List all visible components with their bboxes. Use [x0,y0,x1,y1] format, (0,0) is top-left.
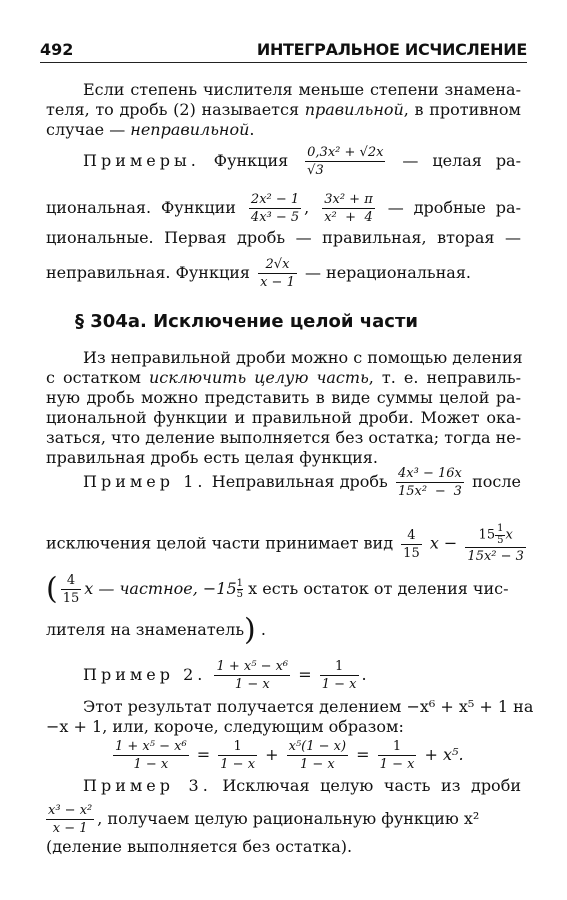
intro-line-3: случае — неправильной. [46,120,255,139]
examples-line-2: циональная. Функции $\frac{\text{2x² − 1}}{\text{4x³ − 5}}$ , $\frac{\text{3x² + π}}{\text{x² + 4}}$ — дробные ра- [46,192,521,225]
para-line-4: циональной функции и правильной дроби. Может ока- [46,408,521,427]
intro-line-1: Если степень числителя меньше степени знамена- [83,80,521,99]
ex3-line-2: $\frac{\text{x³ − x²}}{x - 1}$ , получаем целую рациональную функцию x² [48,803,480,836]
ex1-quotient: $\frac{4}{15}$ [403,527,420,561]
para-line-5: заться, что деление выполняется без остатка; тогда не- [46,428,522,447]
page-header [40,40,527,63]
examples-line-3: циональные. Первая дробь — правильная, вторая — [46,228,521,247]
ex1-fraction: $\frac{\text{4x³ − 16x}}{\text{15x² − 3}}$ [398,466,462,499]
fraction-f3: $\frac{\text{3x² + π}}{\text{x² + 4}}$ [324,192,373,225]
fraction-f1: $\frac{\text{0,3x² + √2x}}{√3}$ [307,145,384,178]
ex2-line-1: Пример 2. $\frac{\text{1 + x⁵ − x⁶}}{1 - x}$ = $\frac{1}{1 - x}$ . [83,659,367,692]
para-line-6: правильная дробь есть целая функция. [46,448,378,467]
fraction-f2: $\frac{\text{2x² − 1}}{\text{4x³ − 5}}$ [250,192,300,225]
ex2-line-3: −x + 1, или, короче, следующим образом: [46,717,404,736]
intro-line-2: теля, то дробь (2) называется правильной, в противном [46,100,521,119]
section-heading: § 304а. Исключение целой части [75,311,419,332]
examples-line-1: Примеры. Функция $\frac{\text{0,3x² + √2x}}{√3}$ — целая ра- [83,145,522,178]
para-line-3: ную дробь можно представить в виде суммы целой ра- [46,388,521,407]
para-line-1: Из неправильной дроби можно с помощью деления [83,348,523,367]
para-line-2: с остатком исключить целую часть, т. е. неправиль- [46,368,521,387]
page-number: 492 [40,40,74,59]
examples-line-4: неправильная. Функция $\frac{2√x}{x - 1}$ — нерациональная. [46,257,471,290]
ex2-line-2: Этот результат получается делением −x⁶ + x⁵ + 1 на [83,697,534,716]
ex1-line-1: Пример 1. Неправильная дробь $\frac{\text{4x³ − 16x}}{\text{15x² − 3}}$ после [83,466,521,499]
ex1-line-3: ( $\frac{4}{15}$ x — частное, −15 $\frac{1}{5}$ x есть остаток от деления чис- [46,571,509,607]
ex1-line-2: исключения целой части принимает вид $\frac{4}{15}$ x − 15 $\frac{1}{5}x$ 15x² − 3 [46,523,524,564]
fraction-f4: $\frac{2√x}{x - 1}$ [260,257,295,290]
ex2-equation: $\frac{\text{1 + x⁵ − x⁶}}{1 - x}$ = $\frac{1}{1 - x}$ + $\frac{\text{x⁵(1 − x)}}{1 - x}$ = $\frac{1}{1 - x}$ + x⁵. [115,739,464,772]
running-title: ИНТЕГРАЛЬНОЕ ИСЧИСЛЕНИЕ [256,40,527,59]
ex3-line-3: (деление выполняется без остатка). [46,837,353,856]
ex1-remainder: 15 $\frac{1}{5}x$ 15x² − 3 [467,523,524,564]
ex1-line-4: лителя на знаменатель) . [46,612,266,648]
ex3-line-1: Пример 3. Исключая целую часть из дроби [83,776,521,795]
